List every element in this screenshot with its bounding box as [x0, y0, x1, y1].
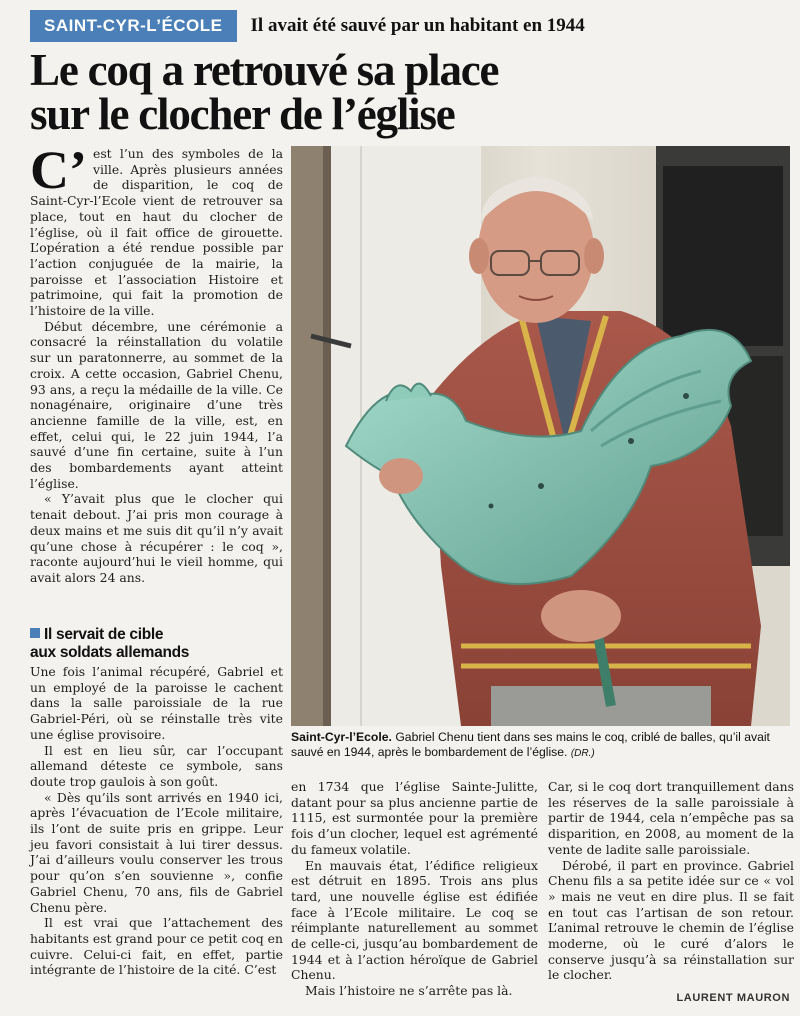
- section-rubric: SAINT-CYR-L’ÉCOLE: [30, 10, 237, 42]
- subheading: [30, 626, 283, 662]
- headline: [30, 45, 590, 139]
- header-row: [30, 10, 585, 42]
- paragraph-1-text: est l’un des symboles de la ville. Après plusieurs années de disparition, le coq de Saint-Cyr-l’Ecole vient de retrouver sa place, tout en haut du clocher de l’église, où il fait office de girouette. L’opération a été rendue possible par l’action conjuguée de la mairie, la paroisse et l’association Histoire et patrimoine, qui fait la promotion de l’histoire de la ville.: [30, 146, 283, 319]
- photo-caption: [291, 730, 791, 761]
- article-column-2: [291, 779, 538, 999]
- caption-credit: (DR.): [570, 748, 595, 759]
- article-column-1: [30, 140, 283, 586]
- paragraph-9: En mauvais état, l’édifice religieux est détruit en 1895. Trois ans plus tard, une nouvelle église est édifiée face à l’Ecole militaire. Le coq se réimplante naturellement au sommet de celle-ci, jusqu’au bombardement de 1944 et à l’action héroïque de Gabriel Chenu.: [291, 857, 538, 983]
- paragraph-8: en 1734 que l’église Sainte-Julitte, datant pour sa plus ancienne partie de 1115, est surmontée pour la première fois d’un clocher, lequel est agrémenté du fameux volatile.: [291, 779, 538, 857]
- paragraph-10: Mais l’histoire ne s’arrête pas là.: [305, 983, 513, 999]
- paragraph-11: Car, si le coq dort tranquillement dans les réserves de la salle paroissiale à partir de 1944, cela n’empêche pas sa disparition, en 2008, au moment de la vente de ladite salle paroissiale.: [548, 779, 794, 857]
- paragraph-1: [30, 140, 283, 319]
- caption-place: Saint-Cyr-l’Ecole.: [291, 730, 392, 744]
- paragraph-12: Dérobé, il part en province. Gabriel Chenu fils a sa petite idée sur ce « vol » mais ne veut en dire plus. Il se fait en tout cas l’artisan de son retour. L’animal retrouve le chemin de l’église moderne, où le curé d’alors le conserve jusqu’à sa réinstallation sur le clocher.: [548, 857, 794, 983]
- paragraph-7: Il est vrai que l’attachement des habitants est grand pour ce petit coq en cuivre. Celui-ci fait, en effet, partie intégrante de l’histoire de la cité. C’est: [30, 915, 283, 978]
- byline: LAURENT MAURON: [676, 992, 790, 1004]
- caption-text: Gabriel Chenu tient dans ses mains le coq, criblé de balles, qu’il avait sauvé en 1944, après le bombardement de l’église.: [291, 730, 770, 759]
- subhead-bullet-icon: [30, 628, 40, 638]
- photo-old-man-with-rooster: [291, 146, 790, 726]
- paragraph-4: Une fois l’animal récupéré, Gabriel et un employé de la paroisse le cachent dans la salle paroissiale de la rue Gabriel-Péri, où se réinstalle très vite une église provisoire.: [30, 664, 283, 742]
- paragraph-2: Début décembre, une cérémonie a consacré la réinstallation du volatile sur un paratonnerre, au sommet de la croix. A cette occasion, Gabriel Chenu, 93 ans, a reçu la médaille de la ville. Ce nonagénaire, originaire d’une très ancienne famille de la ville, est, en effet, celui qui, le 22 juin 1944, l’a sauvé d’une fin certaine, suite à l’un des bombardements ayant atteint l’église.: [30, 318, 283, 491]
- subhead-line-2: aux soldats allemands: [30, 644, 190, 661]
- article-photo: [291, 146, 790, 726]
- subhead-line-1: Il servait de cible: [44, 626, 164, 643]
- paragraph-6: « Dès qu’ils sont arrivés en 1940 ici, après l’évacuation de l’Ecole militaire, ils l’ont de suite pris en grippe. Leur jeu favori consistait à lui tirer dessus. J’ai d’ailleurs voulu conserver les trous pour qu’on s’en souvienne », confie Gabriel Chenu, 70 ans, fils de Gabriel Chenu père.: [30, 789, 283, 915]
- paragraph-3: « Y’avait plus que le clocher qui tenait debout. J’ai pris mon courage à deux mains et me suis dit qu’il n’y avait qu’une chose à récupérer : le coq », raconte aujourd’hui le vieil homme, qui avait alors 24 ans.: [30, 491, 283, 585]
- drop-cap: C’: [30, 140, 87, 200]
- headline-line-1: Le coq a retrouvé sa place: [30, 45, 499, 95]
- article-column-3: [548, 779, 794, 983]
- headline-line-2: sur le clocher de l’église: [30, 89, 455, 139]
- paragraph-5: Il est en lieu sûr, car l’occupant allemand déteste ce symbole, sans doute trop gaulois à son goût.: [30, 742, 283, 789]
- kicker: Il avait été sauvé par un habitant en 1944: [250, 15, 585, 36]
- show-through-text: [565, 20, 795, 150]
- article-column-1-lower: [30, 664, 283, 978]
